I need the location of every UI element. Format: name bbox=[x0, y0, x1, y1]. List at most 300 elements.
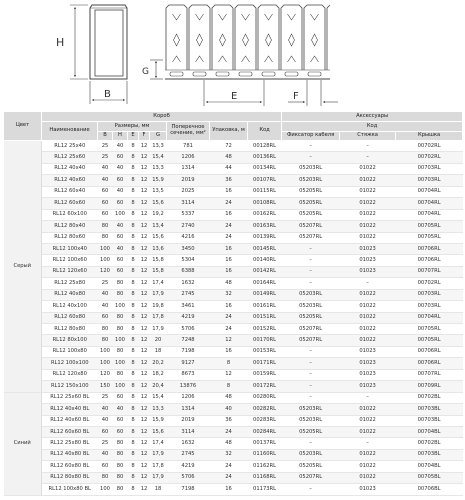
table-cell: 17,8 bbox=[150, 461, 167, 472]
table-cell: RL12 40x60 bbox=[42, 175, 98, 186]
table-cell: 1632 bbox=[167, 278, 210, 289]
table-cell: 5304 bbox=[167, 255, 210, 266]
table-cell: 17,9 bbox=[150, 472, 167, 483]
table-cell: – bbox=[282, 381, 340, 392]
table-cell: 12 bbox=[139, 449, 150, 460]
table-cell: 00280RL bbox=[248, 392, 282, 403]
table-cell: RL12 100x60 bbox=[42, 255, 98, 266]
table-cell: 15,4 bbox=[150, 152, 167, 163]
table-row bbox=[4, 198, 463, 209]
table-cell: 5706 bbox=[167, 324, 210, 335]
table-cell: – bbox=[340, 392, 396, 403]
table-cell: 00142RL bbox=[248, 266, 282, 277]
table-cell: 01162RL bbox=[248, 461, 282, 472]
table-cell: 8 bbox=[128, 449, 139, 460]
table-cell: 36 bbox=[210, 175, 248, 186]
base-slot bbox=[170, 72, 183, 76]
table-row bbox=[4, 301, 463, 312]
table-cell: 12 bbox=[139, 141, 150, 152]
duct-finger bbox=[166, 5, 187, 70]
table-cell: RL12 80x60 bbox=[42, 232, 98, 243]
table-cell: 13,6 bbox=[150, 243, 167, 254]
table-cell: 1206 bbox=[167, 152, 210, 163]
table-cell: RL12 60x80 bbox=[42, 312, 98, 323]
table-cell: 00152RL bbox=[248, 324, 282, 335]
table-cell: 8 bbox=[128, 141, 139, 152]
table-cell: 17,4 bbox=[150, 438, 167, 449]
table-cell: 60 bbox=[113, 232, 128, 243]
table-cell: 00284RL bbox=[248, 426, 282, 437]
table-cell: 8 bbox=[210, 381, 248, 392]
h-label: H bbox=[56, 36, 65, 49]
table-cell: 8 bbox=[128, 484, 139, 495]
table-cell: – bbox=[282, 369, 340, 380]
table-cell: 40 bbox=[113, 243, 128, 254]
table-cell: 12 bbox=[139, 186, 150, 197]
table-cell: 01022 bbox=[340, 472, 396, 483]
duct-finger bbox=[235, 5, 256, 70]
table-cell: 9127 bbox=[167, 358, 210, 369]
table-row bbox=[4, 426, 463, 437]
table-row bbox=[4, 152, 463, 163]
table-cell: 8 bbox=[128, 289, 139, 300]
table-row bbox=[4, 243, 463, 254]
color-group-cell: Синий bbox=[4, 392, 42, 495]
table-cell: 01022 bbox=[340, 324, 396, 335]
finger-break-mark bbox=[265, 14, 273, 62]
table-cell: 40 bbox=[98, 163, 113, 174]
table-cell: – bbox=[282, 266, 340, 277]
table-cell: 13,4 bbox=[150, 221, 167, 232]
table-cell: 8 bbox=[128, 369, 139, 380]
table-cell: 00702RL bbox=[396, 278, 463, 289]
table-cell: 3450 bbox=[167, 243, 210, 254]
table-cell: 00705RL bbox=[396, 221, 463, 232]
table-cell: 13,3 bbox=[150, 404, 167, 415]
table-cell: 100 bbox=[113, 209, 128, 220]
g-dimension bbox=[150, 60, 163, 79]
table-row bbox=[4, 266, 463, 277]
table-row bbox=[4, 404, 463, 415]
duct-finger bbox=[258, 5, 279, 70]
table-cell: 12 bbox=[139, 358, 150, 369]
table-cell: 01022 bbox=[340, 461, 396, 472]
table-cell: 15,6 bbox=[150, 426, 167, 437]
table-cell: 120 bbox=[98, 369, 113, 380]
table-row bbox=[4, 461, 463, 472]
table-cell: RL12 150x100 bbox=[42, 381, 98, 392]
table-cell: RL12 40x80 bbox=[42, 289, 98, 300]
table-cell: 40 bbox=[210, 404, 248, 415]
table-cell: 05203RL bbox=[282, 301, 340, 312]
table-cell: – bbox=[282, 358, 340, 369]
table-cell: 05203RL bbox=[282, 289, 340, 300]
table-cell: 5337 bbox=[167, 209, 210, 220]
table-cell: 12 bbox=[139, 404, 150, 415]
table-cell: 80 bbox=[98, 335, 113, 346]
table-cell: – bbox=[282, 141, 340, 152]
duct-fingers bbox=[166, 5, 330, 76]
table-cell: – bbox=[282, 152, 340, 163]
table-cell: 00704RL bbox=[396, 198, 463, 209]
table-cell: 24 bbox=[210, 198, 248, 209]
table-cell: 01022 bbox=[340, 415, 396, 426]
header-box: Короб bbox=[42, 112, 282, 122]
table-cell: 01022 bbox=[340, 209, 396, 220]
table-cell: 00705RL bbox=[396, 335, 463, 346]
table-cell: 1314 bbox=[167, 163, 210, 174]
table-cell: – bbox=[282, 392, 340, 403]
table-cell: 100 bbox=[98, 255, 113, 266]
table-row bbox=[4, 335, 463, 346]
table-cell: 05207RL bbox=[282, 472, 340, 483]
table-cell: 8673 bbox=[167, 369, 210, 380]
specifications-table bbox=[3, 111, 463, 496]
table-cell: 00705RL bbox=[396, 324, 463, 335]
table-cell: 05207RL bbox=[282, 324, 340, 335]
specifications-body bbox=[4, 141, 463, 496]
table-cell: 01022 bbox=[340, 335, 396, 346]
table-cell: 80 bbox=[113, 461, 128, 472]
table-cell: 05203RL bbox=[282, 163, 340, 174]
table-cell: RL12 40x80 BL bbox=[42, 449, 98, 460]
table-cell: 12 bbox=[139, 346, 150, 357]
table-cell: 15,8 bbox=[150, 266, 167, 277]
table-cell: 00705RL bbox=[396, 232, 463, 243]
table-cell: 16 bbox=[210, 484, 248, 495]
table-cell: 01023 bbox=[340, 243, 396, 254]
height-dimension bbox=[70, 5, 88, 79]
finger-break-mark bbox=[173, 14, 181, 62]
table-cell: – bbox=[282, 278, 340, 289]
table-cell: 01022 bbox=[340, 186, 396, 197]
table-cell: RL12 25x80 bbox=[42, 278, 98, 289]
table-cell: 01023 bbox=[340, 346, 396, 357]
table-cell: RL12 25x60 bbox=[42, 152, 98, 163]
table-cell: 00162RL bbox=[248, 209, 282, 220]
table-cell: 05205RL bbox=[282, 461, 340, 472]
table-cell: 2019 bbox=[167, 175, 210, 186]
table-cell: 16 bbox=[210, 346, 248, 357]
header-f: F bbox=[139, 132, 150, 141]
finger-break-mark bbox=[196, 14, 204, 62]
table-cell: 12 bbox=[139, 335, 150, 346]
table-cell: RL12 25x60 BL bbox=[42, 392, 98, 403]
table-cell: 15,8 bbox=[150, 255, 167, 266]
table-cell: 00703BL bbox=[396, 415, 463, 426]
table-cell: 100 bbox=[98, 243, 113, 254]
table-cell: 00706RL bbox=[396, 255, 463, 266]
table-cell: – bbox=[282, 255, 340, 266]
table-cell: 12 bbox=[139, 232, 150, 243]
table-cell: 00283RL bbox=[248, 415, 282, 426]
table-cell: 8 bbox=[128, 415, 139, 426]
table-cell: 60 bbox=[98, 312, 113, 323]
table-cell: 19,8 bbox=[150, 301, 167, 312]
table-cell: 1314 bbox=[167, 404, 210, 415]
table-cell: 12 bbox=[139, 243, 150, 254]
table-cell: 00128RL bbox=[248, 141, 282, 152]
table-cell: – bbox=[340, 152, 396, 163]
table-cell: 80 bbox=[113, 369, 128, 380]
table-cell: RL12 40x40 bbox=[42, 163, 98, 174]
color-group-cell: Серый bbox=[4, 141, 42, 393]
table-cell: 01022 bbox=[340, 404, 396, 415]
table-cell: 60 bbox=[98, 198, 113, 209]
table-cell: 01160RL bbox=[248, 449, 282, 460]
table-cell: 17,9 bbox=[150, 324, 167, 335]
table-cell: 00164RL bbox=[248, 278, 282, 289]
table-cell: 12 bbox=[139, 438, 150, 449]
table-cell: 100 bbox=[113, 335, 128, 346]
table-cell: 17,8 bbox=[150, 312, 167, 323]
table-cell: RL12 40x100 bbox=[42, 301, 98, 312]
table-cell: – bbox=[282, 438, 340, 449]
table-cell: RL12 60x60 bbox=[42, 198, 98, 209]
table-cell: 00703RL bbox=[396, 163, 463, 174]
table-cell: 100 bbox=[113, 301, 128, 312]
table-cell: RL12 60x80 BL bbox=[42, 461, 98, 472]
table-cell: RL12 40x60 BL bbox=[42, 415, 98, 426]
table-cell: 25 bbox=[98, 392, 113, 403]
header-fixator: Фиксатор кабеля bbox=[282, 132, 340, 141]
table-cell: 05203RL bbox=[282, 175, 340, 186]
table-cell: 48 bbox=[210, 278, 248, 289]
table-cell: 12 bbox=[139, 381, 150, 392]
table-cell: 00107RL bbox=[248, 175, 282, 186]
table-cell: 3114 bbox=[167, 426, 210, 437]
table-cell: 40 bbox=[98, 449, 113, 460]
table-cell: 00703BL bbox=[396, 449, 463, 460]
table-row bbox=[4, 289, 463, 300]
table-cell: 12 bbox=[139, 484, 150, 495]
table-row bbox=[4, 209, 463, 220]
duct-finger bbox=[212, 5, 233, 70]
header-dims: Размеры, мм bbox=[98, 122, 167, 132]
table-cell: 40 bbox=[113, 404, 128, 415]
table-cell: 8 bbox=[128, 461, 139, 472]
base-slot bbox=[193, 72, 206, 76]
table-cell: – bbox=[282, 484, 340, 495]
table-cell: 48 bbox=[210, 392, 248, 403]
base-slot bbox=[216, 72, 229, 76]
table-cell: 8 bbox=[128, 392, 139, 403]
g-label: G bbox=[142, 67, 149, 77]
table-row bbox=[4, 232, 463, 243]
header-code: Код bbox=[248, 122, 282, 141]
table-cell: 8 bbox=[128, 163, 139, 174]
header-accessories: Аксессуары bbox=[282, 112, 463, 122]
table-cell: 2019 bbox=[167, 415, 210, 426]
b-label: B bbox=[104, 89, 111, 100]
table-cell: 8 bbox=[210, 358, 248, 369]
duct-finger-edge bbox=[327, 5, 330, 70]
table-cell: 16 bbox=[210, 301, 248, 312]
table-cell: 24 bbox=[210, 461, 248, 472]
table-cell: 15,9 bbox=[150, 175, 167, 186]
header-lid: Крышка bbox=[396, 132, 463, 141]
table-cell: RL12 100x80 bbox=[42, 346, 98, 357]
table-cell: 00703BL bbox=[396, 404, 463, 415]
table-row bbox=[4, 369, 463, 380]
table-cell: 2745 bbox=[167, 289, 210, 300]
table-cell: RL12 25x40 bbox=[42, 141, 98, 152]
table-cell: 00115RL bbox=[248, 186, 282, 197]
table-cell: 80 bbox=[98, 232, 113, 243]
table-cell: 40 bbox=[113, 186, 128, 197]
table-row bbox=[4, 392, 463, 403]
table-cell: 17,9 bbox=[150, 449, 167, 460]
table-cell: 40 bbox=[98, 289, 113, 300]
table-cell: 80 bbox=[113, 278, 128, 289]
table-cell: 8 bbox=[128, 426, 139, 437]
header-color: Цвет bbox=[4, 112, 42, 141]
table-cell: 40 bbox=[113, 221, 128, 232]
table-cell: 00704BL bbox=[396, 461, 463, 472]
table-cell: 7198 bbox=[167, 484, 210, 495]
table-cell: 4219 bbox=[167, 461, 210, 472]
table-cell: 12 bbox=[139, 324, 150, 335]
table-cell: 05205RL bbox=[282, 312, 340, 323]
table-cell: 25 bbox=[98, 141, 113, 152]
table-cell: 01023 bbox=[340, 381, 396, 392]
table-cell: 60 bbox=[98, 426, 113, 437]
table-cell: 4219 bbox=[167, 312, 210, 323]
table-cell: 48 bbox=[210, 438, 248, 449]
table-cell: 01023 bbox=[340, 358, 396, 369]
table-cell: 24 bbox=[210, 221, 248, 232]
table-cell: 60 bbox=[113, 266, 128, 277]
table-cell: 12 bbox=[139, 426, 150, 437]
header-acc-code: Код bbox=[282, 122, 463, 132]
table-cell: 01023 bbox=[340, 369, 396, 380]
table-cell: 3114 bbox=[167, 198, 210, 209]
table-cell: 05205RL bbox=[282, 426, 340, 437]
table-cell: 00707RL bbox=[396, 369, 463, 380]
table-cell: 8 bbox=[128, 301, 139, 312]
table-cell: 40 bbox=[113, 141, 128, 152]
table-cell: 05203RL bbox=[282, 449, 340, 460]
table-cell: – bbox=[340, 438, 396, 449]
table-cell: RL12 60x60 BL bbox=[42, 426, 98, 437]
table-cell: 16 bbox=[210, 186, 248, 197]
table-cell: RL12 80x80 BL bbox=[42, 472, 98, 483]
table-cell: 05207RL bbox=[282, 232, 340, 243]
table-cell: 100 bbox=[98, 484, 113, 495]
table-row bbox=[4, 346, 463, 357]
table-cell: 15,6 bbox=[150, 232, 167, 243]
table-cell: 24 bbox=[210, 324, 248, 335]
table-cell: 18 bbox=[150, 346, 167, 357]
table-cell: 00140RL bbox=[248, 255, 282, 266]
table-cell: RL12 120x60 bbox=[42, 266, 98, 277]
base-slot bbox=[285, 72, 298, 76]
table-cell: 2745 bbox=[167, 449, 210, 460]
table-cell: 12 bbox=[139, 472, 150, 483]
table-cell: 19,2 bbox=[150, 209, 167, 220]
table-row bbox=[4, 484, 463, 495]
table-cell: 40 bbox=[98, 301, 113, 312]
table-cell: 00706BL bbox=[396, 484, 463, 495]
table-cell: 01022 bbox=[340, 198, 396, 209]
table-row bbox=[4, 438, 463, 449]
table-cell: RL12 80x40 bbox=[42, 221, 98, 232]
table-cell: 12 bbox=[139, 209, 150, 220]
table-cell: 80 bbox=[113, 484, 128, 495]
table-row bbox=[4, 255, 463, 266]
table-cell: 13,5 bbox=[150, 186, 167, 197]
table-cell: 12 bbox=[139, 266, 150, 277]
table-cell: 20,2 bbox=[150, 358, 167, 369]
table-cell: 7198 bbox=[167, 346, 210, 357]
table-cell: 120 bbox=[98, 266, 113, 277]
table-cell: 05205RL bbox=[282, 209, 340, 220]
table-cell: 00706RL bbox=[396, 243, 463, 254]
table-cell: 8 bbox=[128, 438, 139, 449]
table-cell: 01168RL bbox=[248, 472, 282, 483]
table-cell: 150 bbox=[98, 381, 113, 392]
table-cell: 01023 bbox=[340, 266, 396, 277]
table-cell: 00171RL bbox=[248, 358, 282, 369]
table-cell: 80 bbox=[98, 221, 113, 232]
table-cell: 05203RL bbox=[282, 415, 340, 426]
table-cell: 12 bbox=[139, 369, 150, 380]
table-cell: 12 bbox=[139, 163, 150, 174]
table-cell: 00706RL bbox=[396, 358, 463, 369]
table-cell: 01022 bbox=[340, 426, 396, 437]
duct-finger bbox=[189, 5, 210, 70]
table-cell: RL12 60x100 bbox=[42, 209, 98, 220]
table-cell: 00709RL bbox=[396, 381, 463, 392]
table-cell: 80 bbox=[113, 312, 128, 323]
table-cell: RL12 60x40 bbox=[42, 186, 98, 197]
table-cell: 40 bbox=[98, 175, 113, 186]
table-cell: 100 bbox=[113, 381, 128, 392]
table-cell: 05207RL bbox=[282, 335, 340, 346]
table-cell: 00282RL bbox=[248, 404, 282, 415]
table-cell: 60 bbox=[98, 209, 113, 220]
table-cell: 8 bbox=[128, 266, 139, 277]
table-cell: 05207RL bbox=[282, 221, 340, 232]
duct-side-view bbox=[165, 70, 330, 79]
header-name: Наименование bbox=[42, 122, 98, 141]
table-cell: 00704RL bbox=[396, 209, 463, 220]
table-cell: 01023 bbox=[340, 255, 396, 266]
table-cell: 00163RL bbox=[248, 221, 282, 232]
header-h: H bbox=[113, 132, 128, 141]
table-cell: 05205RL bbox=[282, 198, 340, 209]
header-b: B bbox=[98, 132, 113, 141]
table-row bbox=[4, 186, 463, 197]
table-cell: 01022 bbox=[340, 289, 396, 300]
table-cell: 8 bbox=[128, 152, 139, 163]
table-cell: 60 bbox=[113, 198, 128, 209]
table-cell: 16 bbox=[210, 255, 248, 266]
table-cell: 60 bbox=[113, 392, 128, 403]
technical-drawing bbox=[0, 0, 465, 110]
table-cell: RL12 80x100 bbox=[42, 335, 98, 346]
table-cell: 100 bbox=[98, 358, 113, 369]
table-cell: 60 bbox=[113, 426, 128, 437]
table-cell: RL12 100x40 bbox=[42, 243, 98, 254]
table-cell: 00172RL bbox=[248, 381, 282, 392]
table-cell: – bbox=[340, 141, 396, 152]
table-cell: RL12 100x80 BL bbox=[42, 484, 98, 495]
table-cell: 13,3 bbox=[150, 163, 167, 174]
table-cell: 12 bbox=[210, 335, 248, 346]
table-cell: 00707RL bbox=[396, 266, 463, 277]
table-cell: 8 bbox=[128, 198, 139, 209]
